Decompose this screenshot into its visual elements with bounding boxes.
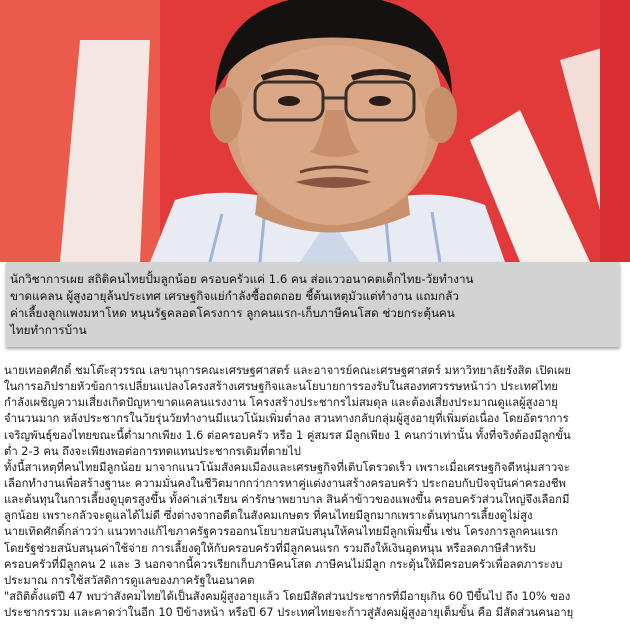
caption-line: ไทยทำการบ้าน [10,323,87,337]
text-line: ครอบครัวที่มีลูกคน 2 และ 3 นอกจากนี้ควรเรียกเก็บภาษีคนโสด ภาษีคนไม่มีลูก กระตุ้นให้มีครอบครัวเพื่อลดภาระงบ [4,557,563,571]
photo-caption [6,262,620,347]
portrait-illustration [0,0,630,262]
text-line: โดยรัฐช่วยสนับสนุนค่าใช้จ่าย การเลี้ยงดูให้กับครอบครัวที่มีลูกคนแรก รวมถึงให้เงินอุดหนุน หรือลดภาษีสำหรับ [4,541,536,555]
text-line: ประมาณ การใช้สวัสดิการดูแลของภาครัฐในอนาคต [4,573,255,587]
text-line: จำนวนมาก หลังประชากรในวัยรุ่นวัยทำงานมีแนวโน้มเพิ่มต่ำลง สวนทางกลับกลุ่มผู้สูงอายุที่เพิ่มต่อเนื่อง โดยอัตราการ [4,412,569,426]
text-line: ทั้งนี้สาเหตุที่คนไทยมีลูกน้อย มาจากแนวโน้มสังคมเมืองและเศรษฐกิจที่เติบโตรวดเร็ว เพราะเมื่อเศรษฐกิจดีหนุ่มสาวจะ [4,460,570,474]
text-line: ประชากรรวม และคาดว่าในอีก 10 ปีข้างหน้า หรือปี 67 ประเทศไทยจะก้าวสู่สังคมผู้สูงอายุเต็มขั้น คือ มีสัดส่วนคนอายุ [4,606,574,620]
text-line: กำลังเผชิญความเสี่ยงเกิดปัญหาขาดแคลนแรงงาน โครงสร้างประชากรไม่สมดุล และต้องเสี่ยงประมาณดูแลผู้สูงอายุ [4,396,558,410]
text-line: และต้นทุนในการเลี้ยงดูบุตรสูงขึ้น ทั้งค่าเล่าเรียน ค่ารักษาพยาบาล สินค้าข้าวของแพงขึ้น ครอบครัวส่วนใหญ่จึงเลือกมี [4,493,570,507]
text-line: นายเทอดศักดิ์ ชมโต๊ะสุวรรณ เลขานุการคณะเศรษฐศาสตร์ และอาจารย์คณะเศรษฐศาสตร์ มหาวิทยาลัยรังสิต เปิดเผย [4,364,571,377]
text-line: เลือกทำงานเพื่อสร้างฐานะ ความมั่นคงในชีวิตมากกว่าการหาคู่แต่งงานสร้างครอบครัว ประกอบกับปัจจุบันค่าครองชีพ [4,476,566,490]
article-body [4,363,626,621]
caption-text [10,271,610,339]
text-line: "สถิติตั้งแต่ปี 47 พบว่าสังคมไทยได้เป็นสังคมผู้สูงอายุแล้ว โดยมีสัดส่วนประชากรที่มีอายุเกิน 60 ปีขึ้นไป ถึง 10% ของ [4,589,571,603]
text-line: ในการอภิปรายหัวข้อการเปลี่ยนแปลงโครงสร้างเศรษฐกิจและนโยบายการรองรับในสองทศวรรษหน้าว่า ประเทศไทย [4,380,558,394]
paragraph-2 [4,460,626,589]
text-line: ต่ำ 2-3 คน ถึงจะเพียงพอต่อการทดแทนประชากรเดิมที่ตายไป [4,444,301,458]
text-line: นายเทิดศักดิ์กล่าวว่า แนวทางแก้ไขภาครัฐควรออกนโยบายสนับสนุนให้คนไทยมีลูกเพิ่มขึ้น เช่น โครงการลูกคนแรก [4,525,558,539]
caption-line: นักวิชาการเผย สถิติคนไทยปั้มลูกน้อย ครอบครัวแค่ 1.6 คน ส่อแววอนาคตเด็กไทย-วัยทำงาน [10,272,474,286]
text-line: เจริญพันธุ์ของไทยขณะนี้ต่ำมากเพียง 1.6 ต่อครอบครัว หรือ 1 คู่สมรส มีลูกเพียง 1 คนกว่าเท่านั้น ทั้งที่จริงต้องมีลูกขั้น [4,428,571,442]
paragraph-1 [4,363,626,460]
paragraph-3 [4,589,626,621]
text-line: ลูกน้อย เพราะกลัวจะดูแลได้ไม่ดี ซึ่งต่างจากอดีตในสังคมเกษตร ที่คนไทยมีลูกมากเพราะต้นทุนการเลี้ยงดูไม่สูง [4,509,533,523]
caption-line: ขาดแคลน ผู้สูงอายุล้นประเทศ เศรษฐกิจแย่กำลังซื้อถดถอย ชี้ต้นเหตุมัวแต่ทำงาน แถมกลัว [10,289,459,303]
caption-line: ค่าเลี้ยงลูกแพงมหาโหด หนุนรัฐคลอดโครงการ ลูกคนแรก-เก็บภาษีคนโสด ช่วยกระตุ้นคน [10,306,455,320]
article-photo [0,0,630,262]
